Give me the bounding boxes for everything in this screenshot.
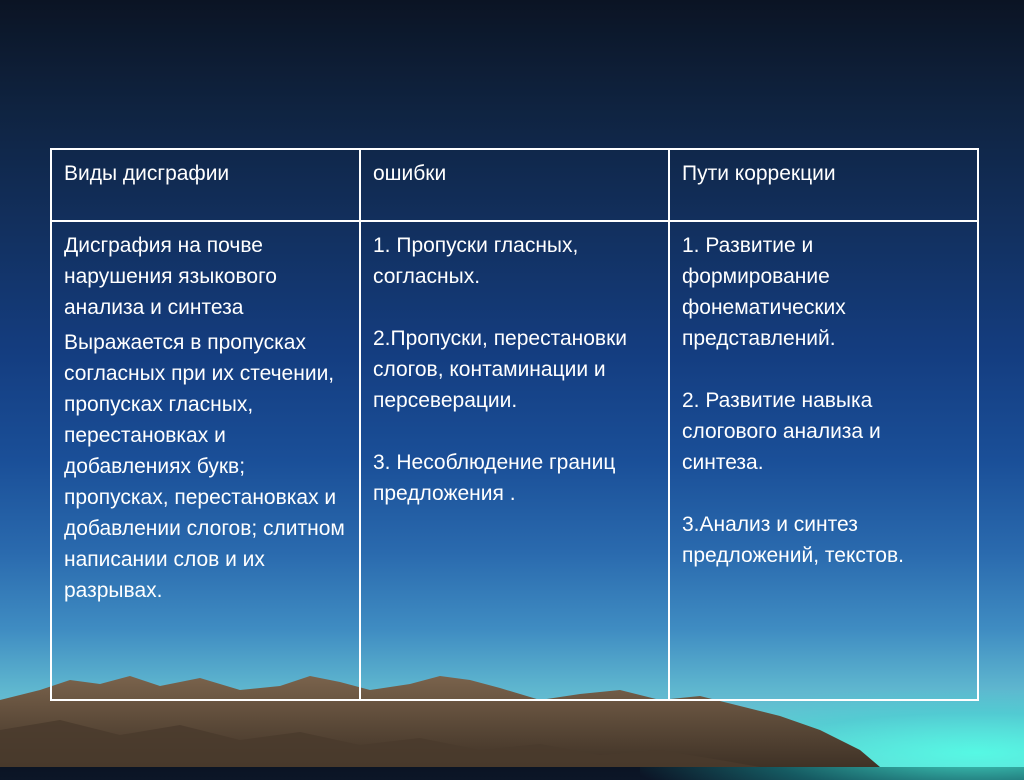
cell-dysgraphia-type bbox=[51, 221, 360, 700]
header-cell-errors: ошибки bbox=[360, 149, 669, 221]
header-row bbox=[51, 149, 978, 221]
error-item: 1. Пропуски гласных, согласных. bbox=[373, 234, 579, 288]
header-cell-correction: Пути коррекции bbox=[669, 149, 978, 221]
cell-errors bbox=[360, 221, 669, 700]
dysgraphia-type-title: Дисграфия на почве нарушения языкового анализа и синтеза bbox=[64, 234, 277, 319]
body-row bbox=[51, 221, 978, 700]
dysgraphia-manifestation: Выражается в пропусках согласных при их стечении, пропусках гласных, перестановках и добавлениях букв; пропусках, перестановках и добавлении слогов; слитном написании слов и их разрывах. bbox=[64, 331, 345, 602]
dysgraphia-table bbox=[50, 148, 979, 701]
correction-item: 2. Развитие навыка слогового анализа и синтеза. bbox=[682, 389, 881, 474]
correction-item: 1. Развитие и формирование фонематических представлений. bbox=[682, 234, 846, 350]
correction-item: 3.Анализ и синтез предложений, текстов. bbox=[682, 513, 904, 567]
error-item: 2.Пропуски, перестановки слогов, контаминации и персеверации. bbox=[373, 327, 628, 412]
error-item: 3. Несоблюдение границ предложения . bbox=[373, 451, 616, 505]
header-cell-types: Виды дисграфии bbox=[51, 149, 360, 221]
cell-correction bbox=[669, 221, 978, 700]
